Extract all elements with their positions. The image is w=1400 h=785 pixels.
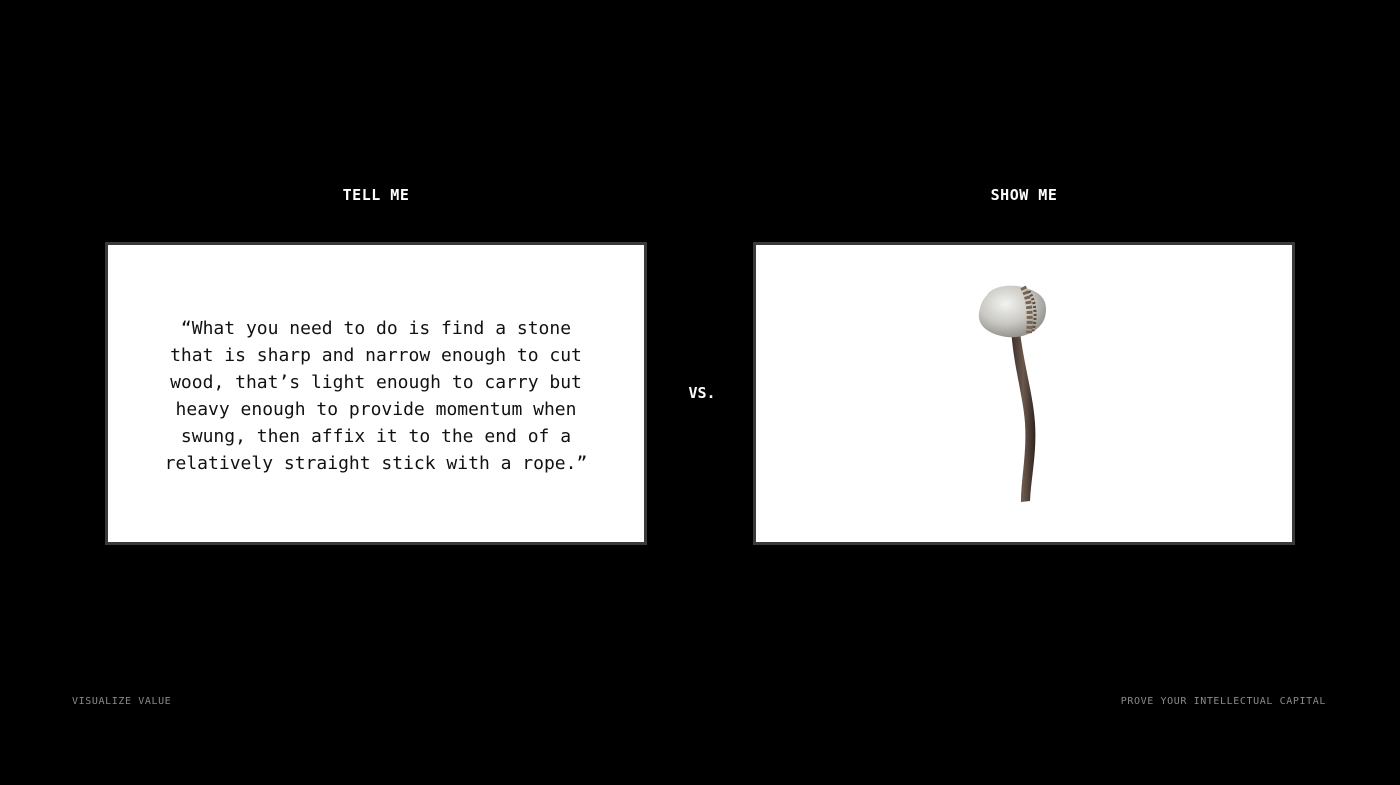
footer-tagline: PROVE YOUR INTELLECTUAL CAPITAL bbox=[1120, 696, 1326, 707]
tell-me-panel bbox=[105, 242, 647, 545]
show-me-heading: SHOW ME bbox=[990, 186, 1058, 204]
tell-me-heading: TELL ME bbox=[342, 186, 410, 204]
stone-axe-icon bbox=[971, 283, 1061, 508]
quote-line: wood, that’s light enough to carry but bbox=[170, 372, 582, 393]
quote-line: heavy enough to provide momentum when bbox=[175, 399, 577, 420]
quote-line: relatively straight stick with a rope.” bbox=[164, 453, 588, 474]
vs-label: VS. bbox=[688, 384, 716, 402]
footer-brand: VISUALIZE VALUE bbox=[72, 696, 172, 707]
quote-text bbox=[108, 315, 644, 477]
quote-line: swung, then affix it to the end of a bbox=[180, 426, 572, 447]
show-me-panel bbox=[753, 242, 1295, 545]
quote-line: that is sharp and narrow enough to cut bbox=[170, 345, 582, 366]
quote-line: “What you need to do is find a stone bbox=[180, 318, 572, 339]
